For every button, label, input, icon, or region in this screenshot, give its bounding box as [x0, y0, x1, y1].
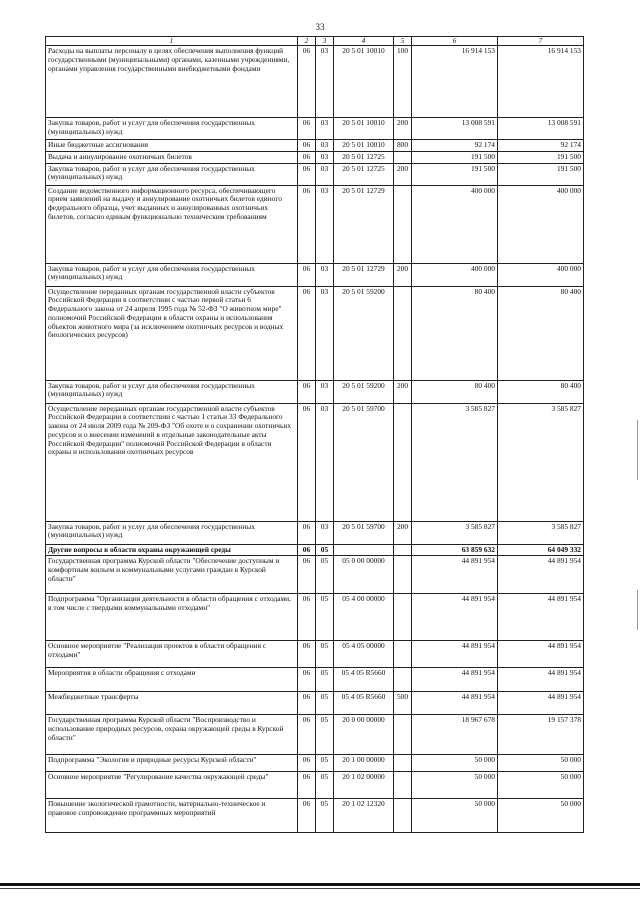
- table-row: [46, 521, 584, 544]
- row-subsection-cell: 05: [316, 594, 334, 641]
- row-amount-year1-cell: 3 585 827: [412, 521, 498, 544]
- table-row: [46, 556, 584, 594]
- table-row: [46, 140, 584, 152]
- row-subsection-cell: 03: [316, 286, 334, 380]
- row-section-cell: 06: [298, 772, 316, 799]
- row-expense-type-cell: [394, 185, 412, 263]
- row-amount-year1-cell: 80 400: [412, 380, 498, 403]
- table-row: [46, 715, 584, 755]
- row-expense-type-cell: [394, 772, 412, 799]
- page-number: 33: [315, 22, 325, 32]
- row-amount-year1-cell: 92 174: [412, 140, 498, 152]
- row-amount-year2-cell: 16 914 153: [498, 46, 584, 118]
- row-target-article-cell: 05 4 05 R5660: [334, 668, 394, 692]
- row-name-cell: Закупка товаров, работ и услуг для обеспечения государственных (муниципальных) нужд: [46, 118, 298, 140]
- row-amount-year1-cell: 44 891 954: [412, 556, 498, 594]
- row-subsection-cell: 03: [316, 151, 334, 163]
- row-amount-year1-cell: 18 967 678: [412, 715, 498, 755]
- header-col-4: 4: [334, 37, 394, 46]
- row-section-cell: 06: [298, 118, 316, 140]
- row-amount-year1-cell: 44 891 954: [412, 594, 498, 641]
- row-name-cell: Закупка товаров, работ и услуг для обеспечения государственных (муниципальных) нужд: [46, 163, 298, 185]
- table-row: [46, 544, 584, 556]
- row-amount-year2-cell: 13 008 591: [498, 118, 584, 140]
- table-row: [46, 46, 584, 118]
- table-row: [46, 668, 584, 692]
- row-name-cell: Государственная программа Курской области "Обеспечение доступным и комфортным жильем и коммунальными услугами граждан в Курской области": [46, 556, 298, 594]
- table-row: [46, 151, 584, 163]
- row-amount-year1-cell: 50 000: [412, 772, 498, 799]
- row-amount-year1-cell: 44 891 954: [412, 668, 498, 692]
- row-name-cell: Закупка товаров, работ и услуг для обеспечения государственных (муниципальных) нужд: [46, 521, 298, 544]
- budget-table: [45, 36, 584, 833]
- row-amount-year1-cell: 16 914 153: [412, 46, 498, 118]
- row-subsection-cell: 03: [316, 163, 334, 185]
- row-section-cell: 06: [298, 263, 316, 286]
- row-target-article-cell: 20 5 01 10010: [334, 46, 394, 118]
- row-target-article-cell: 20 5 01 59200: [334, 286, 394, 380]
- row-target-article-cell: 20 5 01 59700: [334, 521, 394, 544]
- row-name-cell: Осуществление переданных органам государственной власти субъектов Российской Федерации в соответствии с частью 1 статьи 33 Федерального закона от 24 июля 2009 года № 209-ФЗ "Об охоте и о сохранении охотничьих ресурсов и о внесении изменений в отдельные законодательные акты Российской Федерации" полномочий Российской Федерации в области охраны и использования охотничьих ресурсов: [46, 403, 298, 521]
- row-amount-year2-cell: 44 891 954: [498, 594, 584, 641]
- row-expense-type-cell: [394, 286, 412, 380]
- row-expense-type-cell: 100: [394, 46, 412, 118]
- row-expense-type-cell: [394, 556, 412, 594]
- row-name-cell: Другие вопросы в области охраны окружающей среды: [46, 544, 298, 556]
- row-name-cell: Закупка товаров, работ и услуг для обеспечения государственных (муниципальных) нужд: [46, 263, 298, 286]
- row-target-article-cell: 05 4 05 R5660: [334, 692, 394, 715]
- row-section-cell: 06: [298, 185, 316, 263]
- row-amount-year2-cell: 80 400: [498, 380, 584, 403]
- scan-border-bottom: [0, 883, 640, 886]
- row-section-cell: 06: [298, 163, 316, 185]
- row-target-article-cell: [334, 544, 394, 556]
- row-name-cell: Мероприятия в области обращения с отходами: [46, 668, 298, 692]
- row-name-cell: Подпрограмма "Организация деятельности в области обращения с отходами, в том числе с твердыми коммунальными отходами": [46, 594, 298, 641]
- row-name-cell: Выдача и аннулирование охотничьих билетов: [46, 151, 298, 163]
- row-section-cell: 06: [298, 594, 316, 641]
- row-expense-type-cell: [394, 641, 412, 668]
- table-row: [46, 380, 584, 403]
- row-expense-type-cell: 200: [394, 118, 412, 140]
- row-section-cell: 06: [298, 403, 316, 521]
- row-subsection-cell: 03: [316, 403, 334, 521]
- table-row: [46, 594, 584, 641]
- row-expense-type-cell: [394, 755, 412, 772]
- row-section-cell: 06: [298, 715, 316, 755]
- row-name-cell: Иные бюджетные ассигнования: [46, 140, 298, 152]
- row-section-cell: 06: [298, 799, 316, 833]
- row-amount-year2-cell: 400 000: [498, 263, 584, 286]
- row-section-cell: 06: [298, 544, 316, 556]
- table-row: [46, 263, 584, 286]
- table-row: [46, 185, 584, 263]
- row-amount-year1-cell: 191 500: [412, 151, 498, 163]
- row-amount-year2-cell: 400 000: [498, 185, 584, 263]
- row-section-cell: 06: [298, 668, 316, 692]
- scan-edge-mark: [637, 590, 638, 630]
- row-subsection-cell: 05: [316, 755, 334, 772]
- row-subsection-cell: 03: [316, 140, 334, 152]
- row-expense-type-cell: [394, 544, 412, 556]
- row-subsection-cell: 05: [316, 641, 334, 668]
- row-name-cell: Расходы на выплаты персоналу в целях обеспечения выполнения функций государственными (муниципальными) органами, казенными учреждениями, органами управления государственными внебюджетными фондами: [46, 46, 298, 118]
- row-subsection-cell: 05: [316, 772, 334, 799]
- row-amount-year1-cell: 50 000: [412, 799, 498, 833]
- row-name-cell: Межбюджетные трансферты: [46, 692, 298, 715]
- row-expense-type-cell: 200: [394, 263, 412, 286]
- row-expense-type-cell: [394, 403, 412, 521]
- row-amount-year1-cell: 63 859 632: [412, 544, 498, 556]
- row-name-cell: Повышение экологической грамотности, материально-техническое и правовое сопровождение программных мероприятий: [46, 799, 298, 833]
- row-amount-year2-cell: 44 891 954: [498, 556, 584, 594]
- row-name-cell: Осуществление переданных органам государственной власти субъектов Российской Федерации в соответствии с частью первой статьи 6 Федерального закона от 24 апреля 1995 года № 52-ФЗ "О животном мире" полномочий Российской Федерации в области охраны и использования объектов животного мира (за исключением охотничьих ресурсов и водных биологических ресурсов): [46, 286, 298, 380]
- row-amount-year1-cell: 44 891 954: [412, 641, 498, 668]
- row-expense-type-cell: 200: [394, 521, 412, 544]
- table-row: [46, 692, 584, 715]
- row-subsection-cell: 05: [316, 544, 334, 556]
- row-amount-year2-cell: 64 049 332: [498, 544, 584, 556]
- row-amount-year2-cell: 50 000: [498, 755, 584, 772]
- row-section-cell: 06: [298, 140, 316, 152]
- row-expense-type-cell: [394, 594, 412, 641]
- row-section-cell: 06: [298, 380, 316, 403]
- row-subsection-cell: 03: [316, 46, 334, 118]
- row-target-article-cell: 20 5 01 10010: [334, 140, 394, 152]
- row-amount-year1-cell: 44 891 954: [412, 692, 498, 715]
- row-subsection-cell: 05: [316, 556, 334, 594]
- row-name-cell: Создание ведомственного информационного ресурса, обеспечивающего прием заявлений на выдачу и аннулирование охотничьих билетов единого федерального образца, учет выданных и аннулированных охотничьих билетов, согласно единым функционально техническим требованиям: [46, 185, 298, 263]
- table-row: [46, 163, 584, 185]
- row-section-cell: 06: [298, 556, 316, 594]
- row-name-cell: Государственная программа Курской области "Воспроизводство и использование природных ресурсов, охрана окружающей среды в Курской области": [46, 715, 298, 755]
- row-subsection-cell: 05: [316, 668, 334, 692]
- row-target-article-cell: 20 5 01 59200: [334, 380, 394, 403]
- row-expense-type-cell: 800: [394, 140, 412, 152]
- row-expense-type-cell: 200: [394, 380, 412, 403]
- row-amount-year2-cell: 50 000: [498, 772, 584, 799]
- table-row: [46, 799, 584, 833]
- row-subsection-cell: 05: [316, 692, 334, 715]
- row-expense-type-cell: [394, 799, 412, 833]
- row-amount-year2-cell: 92 174: [498, 140, 584, 152]
- row-amount-year2-cell: 19 157 378: [498, 715, 584, 755]
- header-col-2: 2: [298, 37, 316, 46]
- row-section-cell: 06: [298, 755, 316, 772]
- row-name-cell: Основное мероприятие "Реализация проектов в области обращения с отходами": [46, 641, 298, 668]
- row-subsection-cell: 05: [316, 799, 334, 833]
- header-col-3: 3: [316, 37, 334, 46]
- scan-border-line: [0, 888, 640, 889]
- header-col-1: 1: [46, 37, 298, 46]
- row-amount-year1-cell: 3 585 827: [412, 403, 498, 521]
- table-row: [46, 403, 584, 521]
- row-subsection-cell: 03: [316, 263, 334, 286]
- row-amount-year2-cell: 50 000: [498, 799, 584, 833]
- row-target-article-cell: 05 0 00 00000: [334, 556, 394, 594]
- row-target-article-cell: 20 5 01 10010: [334, 118, 394, 140]
- row-subsection-cell: 05: [316, 715, 334, 755]
- header-col-6: 6: [412, 37, 498, 46]
- row-amount-year2-cell: 80 400: [498, 286, 584, 380]
- header-col-5: 5: [394, 37, 412, 46]
- row-target-article-cell: 20 5 01 12729: [334, 185, 394, 263]
- row-target-article-cell: 20 5 01 12729: [334, 263, 394, 286]
- row-section-cell: 06: [298, 46, 316, 118]
- row-target-article-cell: 20 1 02 00000: [334, 772, 394, 799]
- row-section-cell: 06: [298, 286, 316, 380]
- row-amount-year1-cell: 80 400: [412, 286, 498, 380]
- table-row: [46, 118, 584, 140]
- table-row: [46, 286, 584, 380]
- table-row: [46, 755, 584, 772]
- row-amount-year2-cell: 3 585 827: [498, 403, 584, 521]
- row-subsection-cell: 03: [316, 185, 334, 263]
- row-amount-year1-cell: 50 000: [412, 755, 498, 772]
- row-name-cell: Подпрограмма "Экология и природные ресурсы Курской области": [46, 755, 298, 772]
- row-expense-type-cell: 500: [394, 692, 412, 715]
- row-name-cell: Основное мероприятие "Регулирование качества окружающей среды": [46, 772, 298, 799]
- row-amount-year1-cell: 13 008 591: [412, 118, 498, 140]
- row-name-cell: Закупка товаров, работ и услуг для обеспечения государственных (муниципальных) нужд: [46, 380, 298, 403]
- row-expense-type-cell: 200: [394, 163, 412, 185]
- row-expense-type-cell: [394, 151, 412, 163]
- row-target-article-cell: 05 4 05 00000: [334, 641, 394, 668]
- row-target-article-cell: 20 5 01 59700: [334, 403, 394, 521]
- row-target-article-cell: 20 1 02 12320: [334, 799, 394, 833]
- row-target-article-cell: 20 5 01 12725: [334, 151, 394, 163]
- row-target-article-cell: 05 4 00 00000: [334, 594, 394, 641]
- header-col-7: 7: [498, 37, 584, 46]
- row-amount-year2-cell: 44 891 954: [498, 692, 584, 715]
- row-section-cell: 06: [298, 521, 316, 544]
- row-section-cell: 06: [298, 641, 316, 668]
- row-amount-year1-cell: 400 000: [412, 263, 498, 286]
- row-amount-year1-cell: 191 500: [412, 163, 498, 185]
- row-amount-year2-cell: 191 500: [498, 163, 584, 185]
- row-target-article-cell: 20 1 00 00000: [334, 755, 394, 772]
- row-amount-year2-cell: 3 585 827: [498, 521, 584, 544]
- row-subsection-cell: 03: [316, 380, 334, 403]
- row-section-cell: 06: [298, 151, 316, 163]
- header-row: [46, 37, 584, 46]
- table-row: [46, 772, 584, 799]
- row-amount-year1-cell: 400 000: [412, 185, 498, 263]
- row-target-article-cell: 20 5 01 12725: [334, 163, 394, 185]
- row-amount-year2-cell: 44 891 954: [498, 668, 584, 692]
- row-expense-type-cell: [394, 668, 412, 692]
- row-section-cell: 06: [298, 692, 316, 715]
- scan-edge-mark: [637, 420, 638, 480]
- table-row: [46, 641, 584, 668]
- row-amount-year2-cell: 44 891 954: [498, 641, 584, 668]
- row-amount-year2-cell: 191 500: [498, 151, 584, 163]
- row-target-article-cell: 20 0 00 00000: [334, 715, 394, 755]
- row-subsection-cell: 03: [316, 118, 334, 140]
- row-expense-type-cell: [394, 715, 412, 755]
- row-subsection-cell: 03: [316, 521, 334, 544]
